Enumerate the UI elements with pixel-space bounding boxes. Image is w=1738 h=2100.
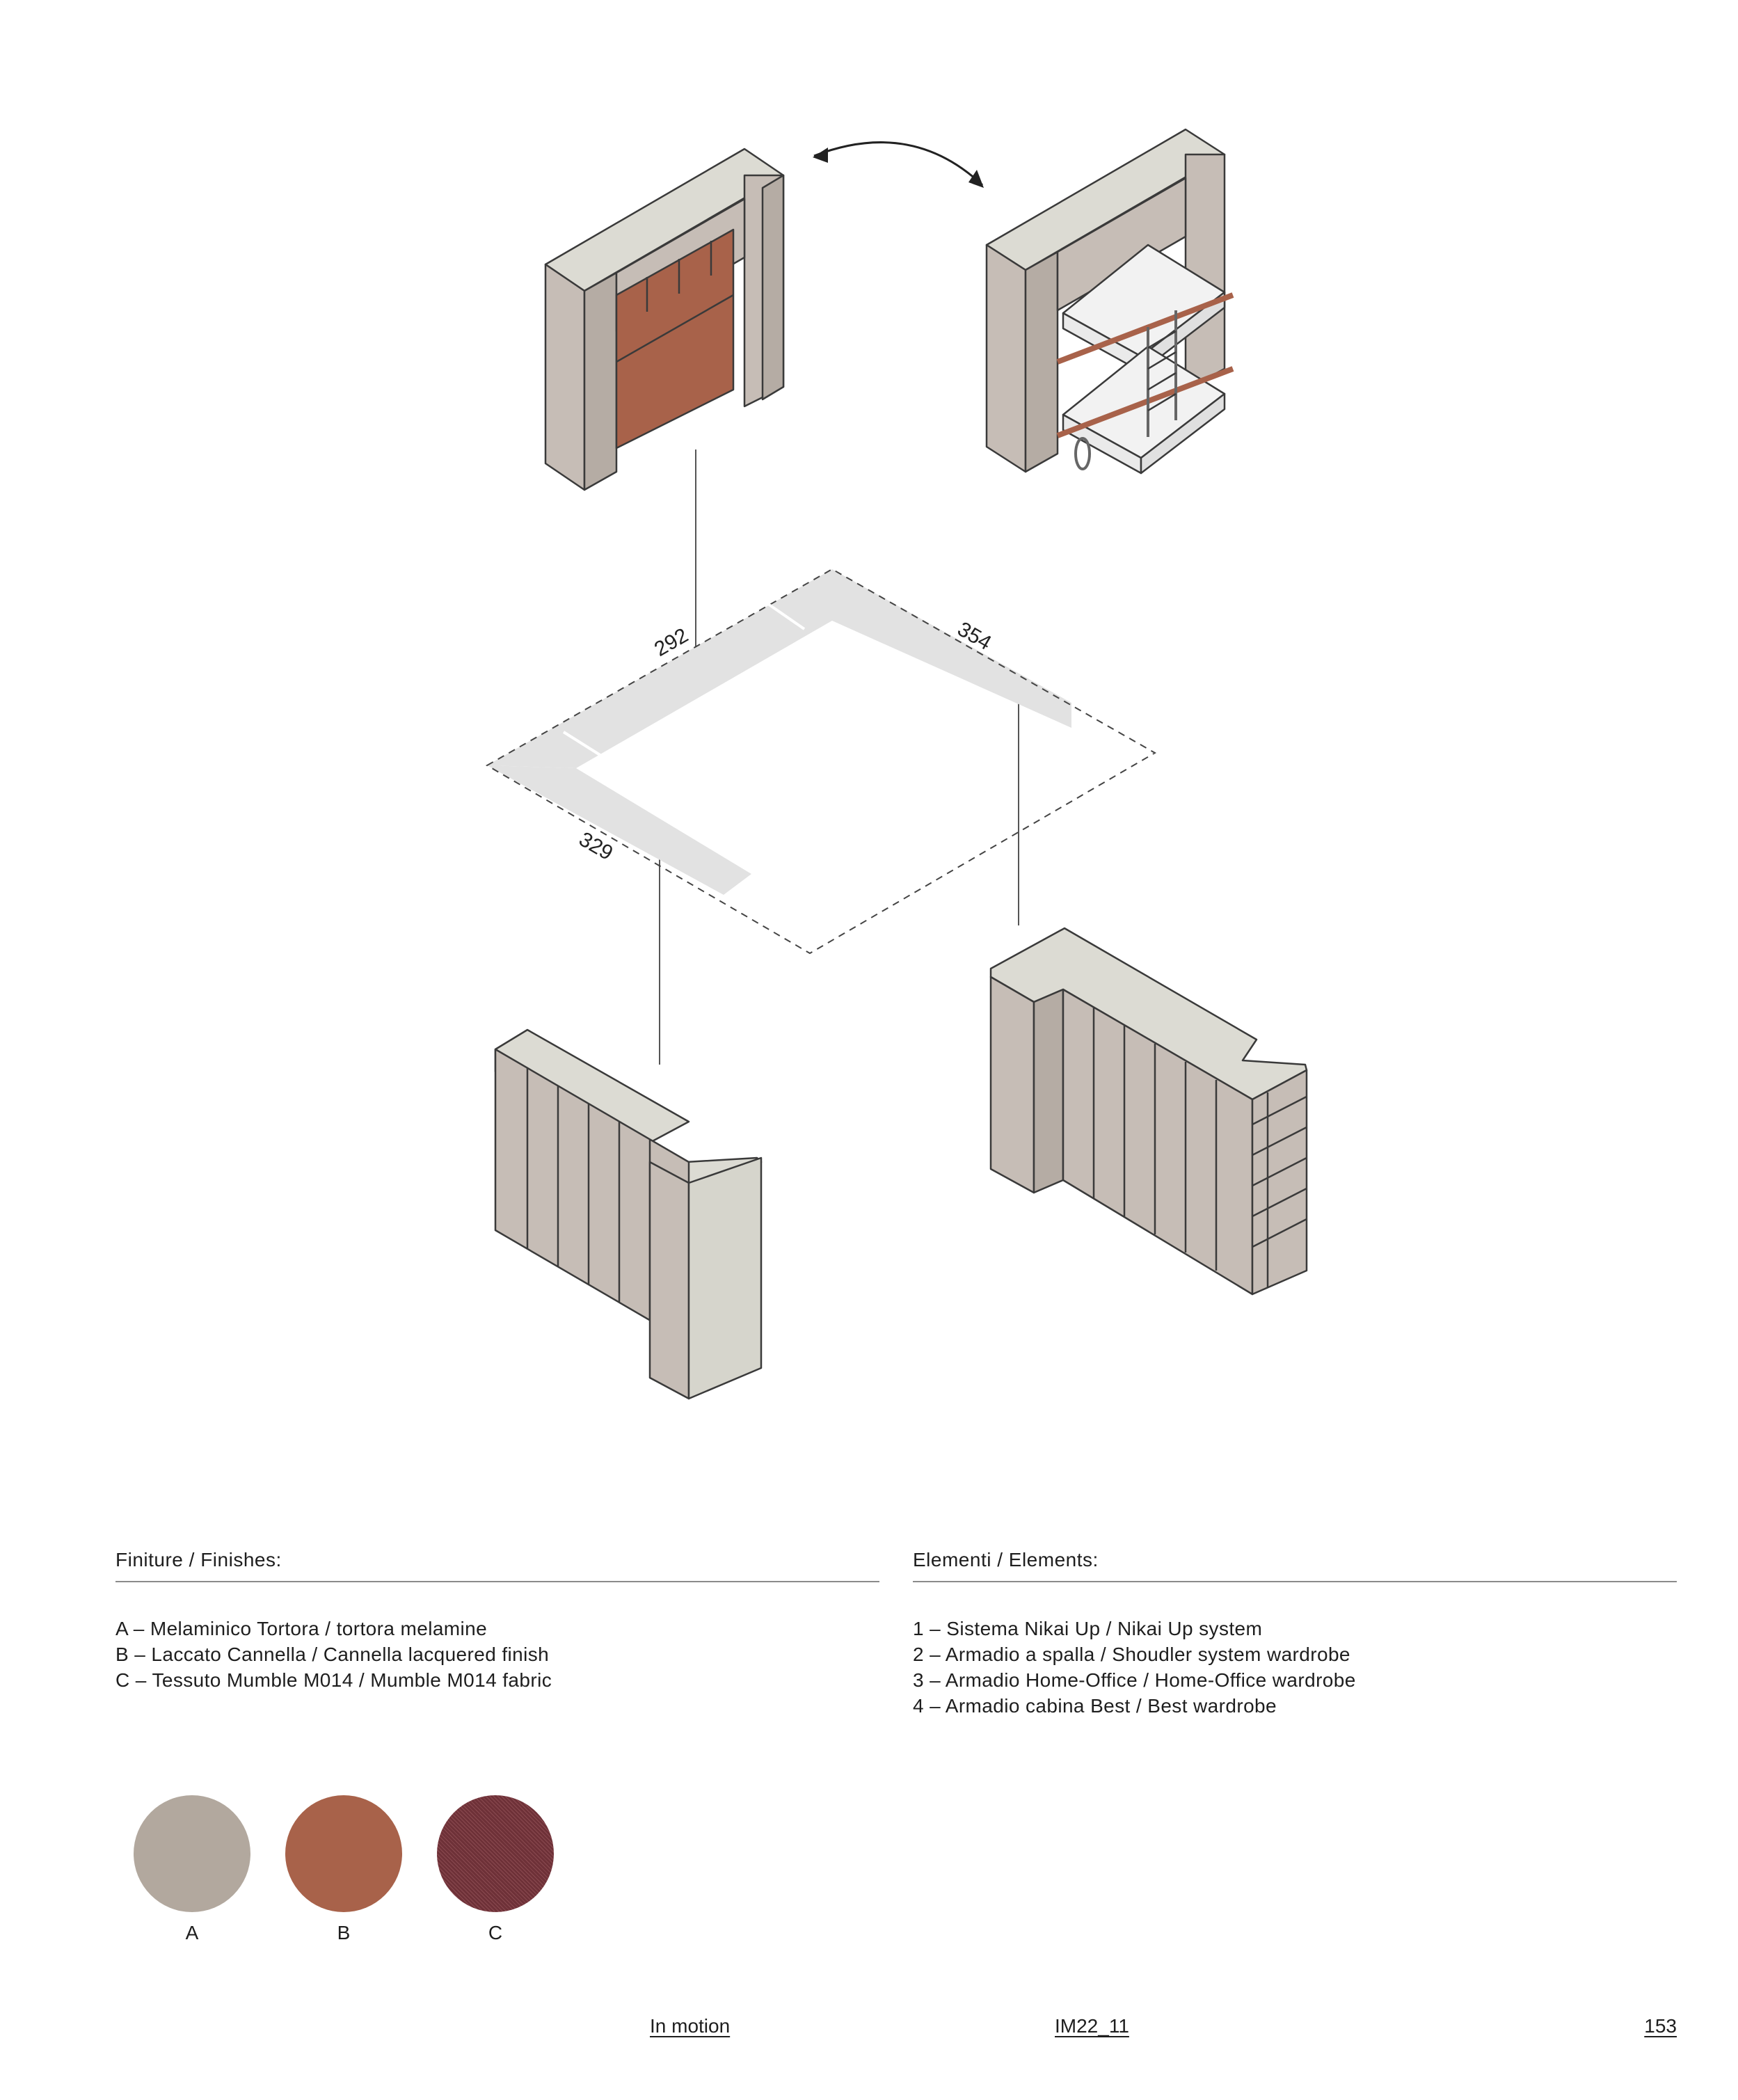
swatch-label-b: B [337, 1922, 351, 1943]
transform-arrow-icon [814, 143, 982, 185]
swatch-label-a: A [185, 1922, 199, 1943]
finishes-heading: Finiture / Finishes: [115, 1549, 879, 1582]
element-item-1: 1 – Sistema Nikai Up / Nikai Up system [913, 1618, 1263, 1639]
elements-heading: Elementi / Elements: [913, 1549, 1677, 1582]
element-item-2: 2 – Armadio a spalla / Shoudler system wardrobe [913, 1644, 1350, 1665]
best-wardrobe-unit [991, 928, 1307, 1294]
finishes-list [115, 1616, 552, 1693]
element-item-3: 3 – Armadio Home-Office / Home-Office wardrobe [913, 1669, 1356, 1691]
nikai-up-closed-unit [545, 149, 783, 490]
footer-catalog-code[interactable]: IM22_11 [1055, 2015, 1129, 2037]
home-office-wardrobe-unit [495, 1030, 761, 1399]
finish-item-a: A – Melaminico Tortora / tortora melamine [115, 1618, 488, 1639]
swatch-b [285, 1795, 402, 1912]
swatch-a [134, 1795, 250, 1912]
nikai-up-open-unit [987, 129, 1233, 473]
swatch-c [437, 1795, 554, 1912]
footer-collection-title[interactable]: In motion [650, 2015, 731, 2037]
finish-item-b: B – Laccato Cannella / Cannella lacquered finish [115, 1644, 550, 1665]
dimension-354: 354 [953, 617, 996, 655]
dimension-329: 329 [575, 827, 617, 866]
swatch-label-c: C [488, 1922, 503, 1943]
footer-page-number[interactable]: 153 [1644, 2015, 1677, 2037]
element-item-4: 4 – Armadio cabina Best / Best wardrobe [913, 1695, 1277, 1717]
elements-list [913, 1616, 1356, 1719]
dimension-292: 292 [651, 623, 692, 662]
floor-plan [487, 569, 1155, 953]
connector-lines [660, 450, 1019, 1065]
finish-item-c: C – Tessuto Mumble M014 / Mumble M014 fabric [115, 1669, 552, 1691]
